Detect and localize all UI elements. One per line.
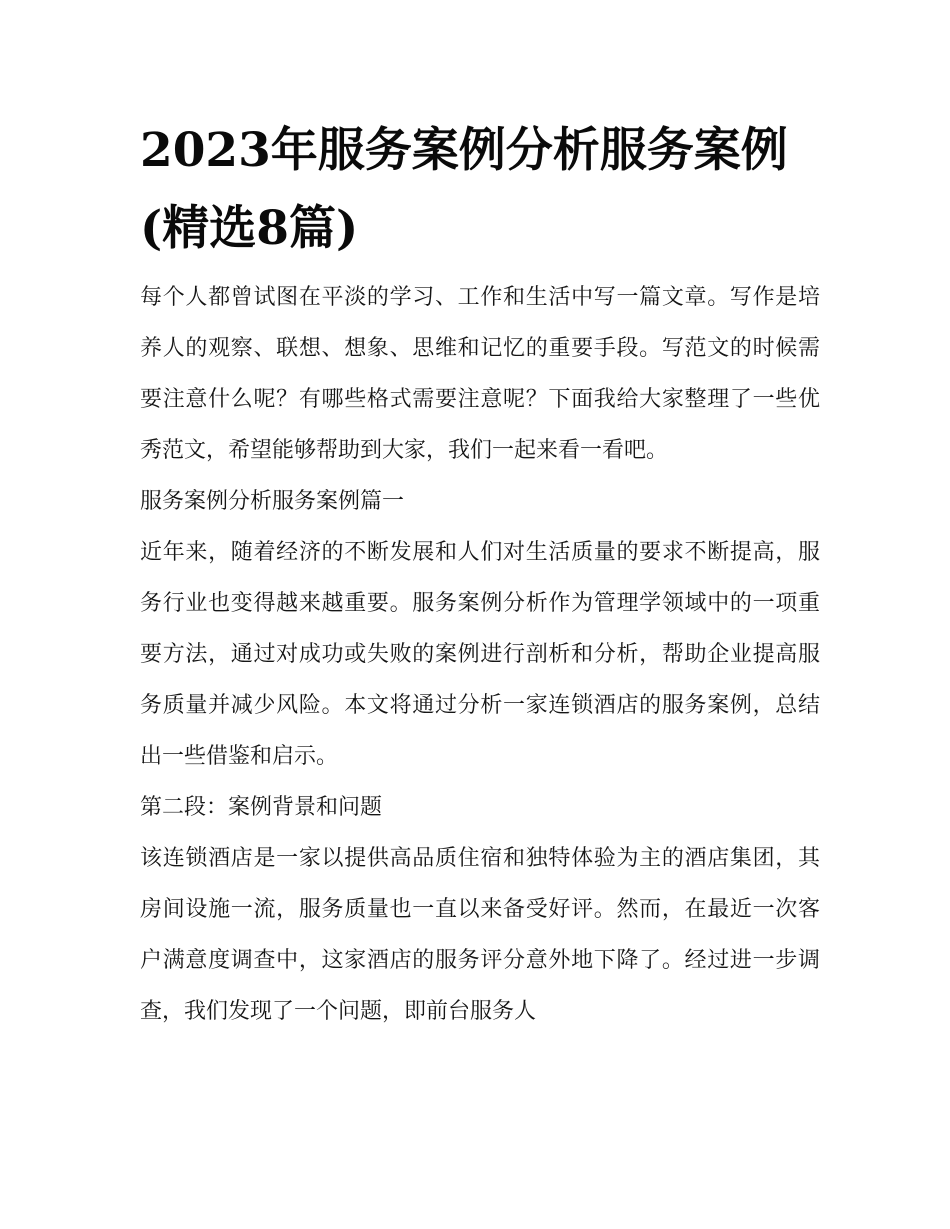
- document-body: [140, 272, 820, 1037]
- paragraph-2: 该连锁酒店是一家以提供高品质住宿和独特体验为主的酒店集团，其房间设施一流，服务质量也一直以来备受好评。然而，在最近一次客户满意度调查中，这家酒店的服务评分意外地下降了。经过进一步调查，我们发现了一个问题，即前台服务人: [140, 846, 820, 1024]
- paragraph-1: 近年来，随着经济的不断发展和人们对生活质量的要求不断提高，服务行业也变得越来越重要。服务案例分析作为管理学领域中的一项重要方法，通过对成功或失败的案例进行剖析和分析，帮助企业提高服务质量并减少风险。本文将通过分析一家连锁酒店的服务案例，总结出一些借鉴和启示。: [140, 540, 820, 769]
- document-title: 2023年服务案例分析服务案例(精选8篇): [140, 123, 788, 256]
- subheading-2: 第二段：案例背景和问题: [140, 795, 383, 820]
- intro-paragraph: 每个人都曾试图在平淡的学习、工作和生活中写一篇文章。写作是培养人的观察、联想、想象、思维和记忆的重要手段。写范文的时候需要注意什么呢？有哪些格式需要注意呢？下面我给大家整理了一些优秀范文，希望能够帮助到大家，我们一起来看一看吧。: [140, 285, 820, 463]
- section-heading: 服务案例分析服务案例篇一: [140, 489, 405, 514]
